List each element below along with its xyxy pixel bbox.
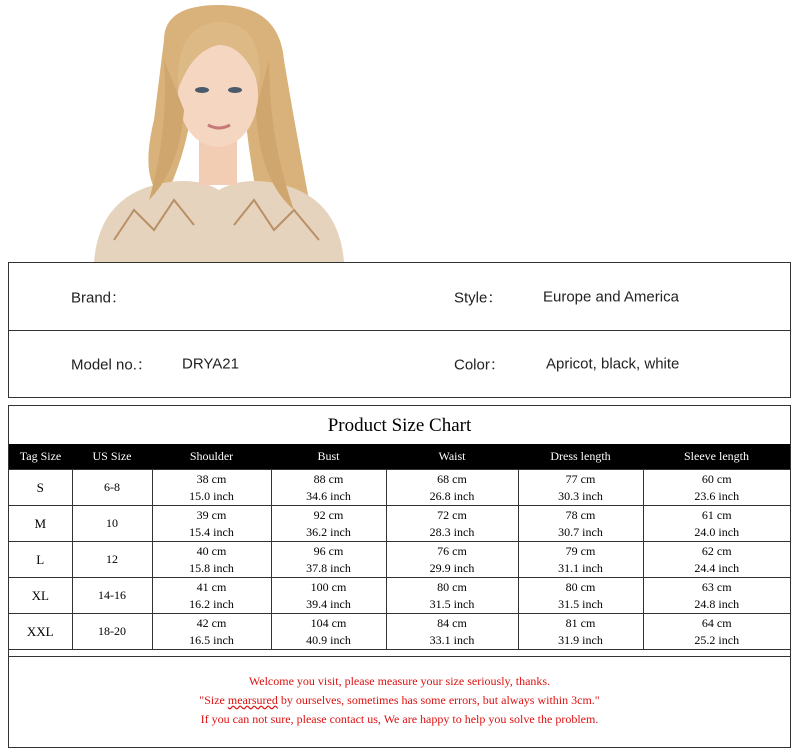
color-value: Apricot, black, white xyxy=(546,355,680,372)
shoulder-cell: 38 cm 15.0 inch xyxy=(152,470,271,506)
us-size-cell: 12 xyxy=(72,542,152,578)
bust-cell: 100 cm 39.4 inch xyxy=(271,578,386,614)
table-row xyxy=(9,614,790,650)
table-row xyxy=(9,470,790,506)
note-line-1: Welcome you visit, please measure your size seriously, thanks. xyxy=(248,674,551,688)
dress-length-cell: 81 cm 31.9 inch xyxy=(518,614,643,650)
sleeve-length-cell: 63 cm 24.8 inch xyxy=(643,578,790,614)
header-sleeve-length: Sleeve length xyxy=(643,444,790,470)
size-chart xyxy=(8,405,791,748)
shoulder-cell: 42 cm 16.5 inch xyxy=(152,614,271,650)
us-size-cell: 14-16 xyxy=(72,578,152,614)
table-header-row xyxy=(9,444,790,470)
tag-size-cell: XL xyxy=(9,578,72,614)
header-bust: Bust xyxy=(271,444,386,470)
table-row xyxy=(9,506,790,542)
note-line-2: "Size mearsured by ourselves, sometimes has some errors, but always within 3cm." xyxy=(199,693,600,707)
tag-size-cell: S xyxy=(9,470,72,506)
note-line-3: If you can not sure, please contact us, We are happy to help you solve the problem. xyxy=(200,712,599,726)
waist-cell: 80 cm 31.5 inch xyxy=(386,578,518,614)
sleeve-length-cell: 64 cm 25.2 inch xyxy=(643,614,790,650)
tag-size-cell: XXL xyxy=(9,614,72,650)
style-value: Europe and America xyxy=(543,288,679,305)
brand-label: Brand： xyxy=(71,289,127,306)
dress-length-cell: 80 cm 31.5 inch xyxy=(518,578,643,614)
table-row xyxy=(9,542,790,578)
waist-cell: 72 cm 28.3 inch xyxy=(386,506,518,542)
size-note xyxy=(9,656,790,747)
sleeve-length-cell: 60 cm 23.6 inch xyxy=(643,470,790,506)
bust-cell: 88 cm 34.6 inch xyxy=(271,470,386,506)
size-table xyxy=(9,444,790,650)
sleeve-length-cell: 62 cm 24.4 inch xyxy=(643,542,790,578)
header-shoulder: Shoulder xyxy=(152,444,271,470)
waist-cell: 68 cm 26.8 inch xyxy=(386,470,518,506)
sleeve-length-cell: 61 cm 24.0 inch xyxy=(643,506,790,542)
dress-length-cell: 79 cm 31.1 inch xyxy=(518,542,643,578)
shoulder-cell: 41 cm 16.2 inch xyxy=(152,578,271,614)
us-size-cell: 18-20 xyxy=(72,614,152,650)
bust-cell: 96 cm 37.8 inch xyxy=(271,542,386,578)
chart-title: Product Size Chart xyxy=(327,415,472,436)
style-label: Style： xyxy=(454,289,503,306)
header-us-size: US Size xyxy=(72,444,152,470)
dress-length-cell: 77 cm 30.3 inch xyxy=(518,470,643,506)
info-row-brand-style xyxy=(9,263,790,331)
color-label: Color： xyxy=(454,356,505,373)
info-row-model-color xyxy=(9,330,790,397)
model-value: DRYA21 xyxy=(182,355,239,372)
us-size-cell: 6-8 xyxy=(72,470,152,506)
shoulder-cell: 40 cm 15.8 inch xyxy=(152,542,271,578)
waist-cell: 84 cm 33.1 inch xyxy=(386,614,518,650)
header-waist: Waist xyxy=(386,444,518,470)
us-size-cell: 10 xyxy=(72,506,152,542)
product-photo xyxy=(94,0,344,262)
waist-cell: 76 cm 29.9 inch xyxy=(386,542,518,578)
header-tag-size: Tag Size xyxy=(9,444,72,470)
header-dress-length: Dress length xyxy=(518,444,643,470)
tag-size-cell: M xyxy=(9,506,72,542)
tag-size-cell: L xyxy=(9,542,72,578)
dress-length-cell: 78 cm 30.7 inch xyxy=(518,506,643,542)
model-label: Model no.： xyxy=(71,356,152,373)
shoulder-cell: 39 cm 15.4 inch xyxy=(152,506,271,542)
bust-cell: 104 cm 40.9 inch xyxy=(271,614,386,650)
bust-cell: 92 cm 36.2 inch xyxy=(271,506,386,542)
table-row xyxy=(9,578,790,614)
product-info-box xyxy=(8,262,791,398)
